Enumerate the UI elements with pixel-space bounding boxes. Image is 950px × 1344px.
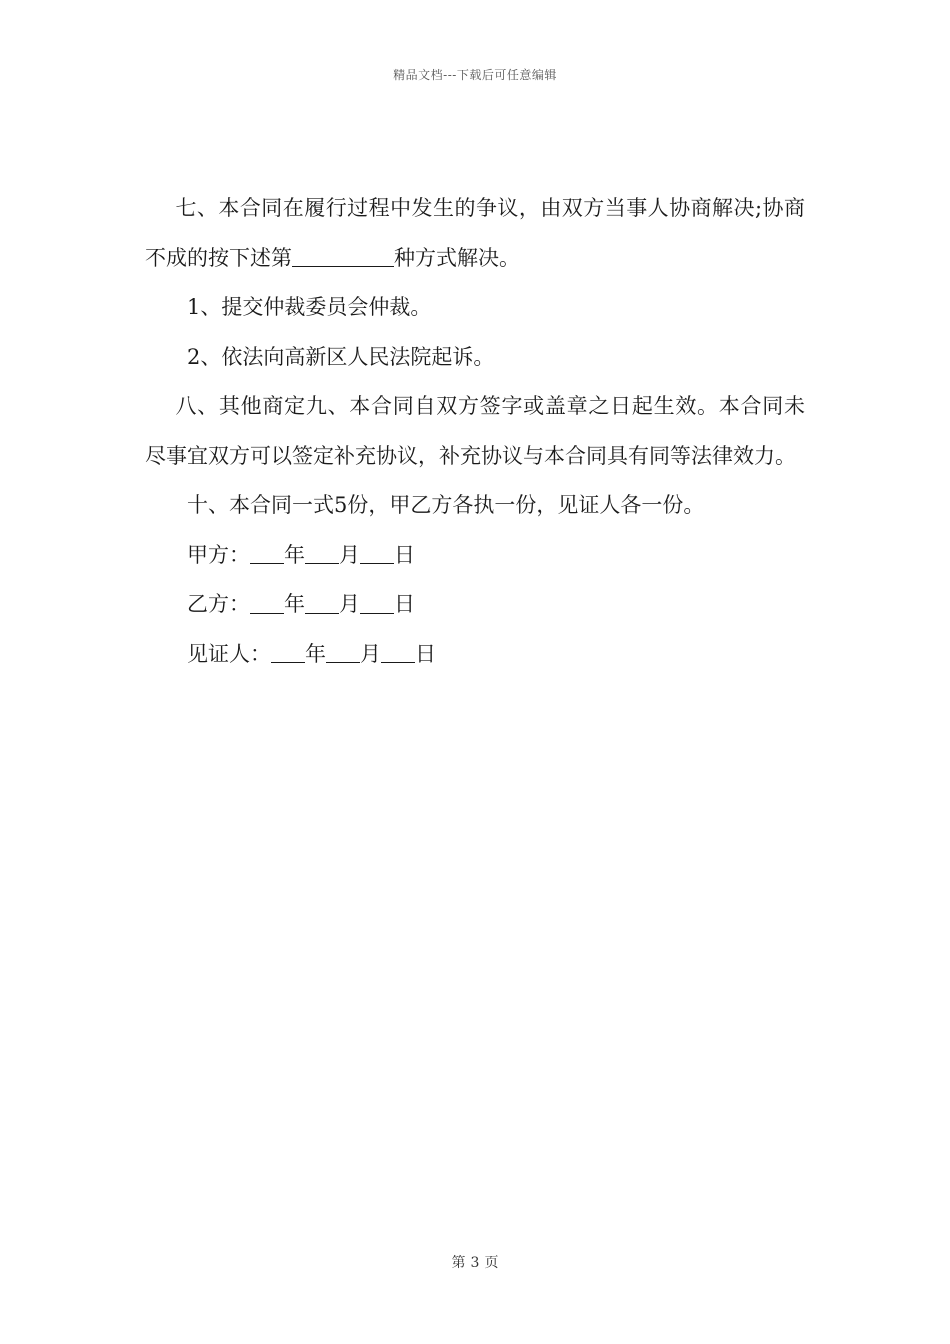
signature-party-a xyxy=(145,531,805,581)
year-blank xyxy=(250,590,284,613)
year-blank xyxy=(250,541,284,564)
method-choice-blank xyxy=(292,244,394,267)
month-label: 月 xyxy=(360,641,381,666)
clause-7 xyxy=(145,184,805,283)
party-a-label: 甲方： xyxy=(187,542,250,567)
clause-7-text: 七、本合同在履行过程中发生的争议，由双方当事人协商解决;协商不成的按下述第 xyxy=(145,196,805,270)
signature-witness xyxy=(145,630,805,680)
year-blank xyxy=(271,640,305,663)
month-label: 月 xyxy=(339,592,360,616)
page-suffix: 页 xyxy=(484,1255,499,1271)
year-label: 年 xyxy=(284,592,305,616)
clause-8-9: 八、其他商定九、本合同自双方签字或盖章之日起生效。本合同未尽事宜双方可以签定补充协议，补充协议与本合同具有同等法律效力。 xyxy=(145,394,805,468)
day-blank xyxy=(381,640,415,663)
page-footer xyxy=(0,1252,950,1272)
day-blank xyxy=(360,590,394,613)
document-body xyxy=(145,184,805,679)
witness-label: 见证人： xyxy=(187,641,271,666)
dispute-option-2: 2、依法向高新区人民法院起诉。 xyxy=(187,344,495,369)
day-label: 日 xyxy=(415,641,436,666)
month-blank xyxy=(305,590,339,613)
day-label: 日 xyxy=(394,542,415,567)
day-label: 日 xyxy=(394,592,415,616)
signature-party-b xyxy=(145,580,805,630)
day-blank xyxy=(360,541,394,564)
year-label: 年 xyxy=(305,641,326,666)
month-blank xyxy=(305,541,339,564)
month-blank xyxy=(326,640,360,663)
party-b-label: 乙方： xyxy=(187,592,250,616)
year-label: 年 xyxy=(284,542,305,567)
page-header: 精品文档---下载后可任意编辑 xyxy=(393,68,557,82)
month-label: 月 xyxy=(339,542,360,567)
dispute-option-1: 1、提交仲裁委员会仲裁。 xyxy=(187,295,432,319)
page-prefix: 第 xyxy=(451,1255,466,1271)
clause-10: 十、本合同一式5份，甲乙方各执一份，见证人各一份。 xyxy=(187,493,705,517)
clause-7-text-end: 种方式解决。 xyxy=(394,245,520,270)
page-number: 3 xyxy=(470,1255,480,1271)
